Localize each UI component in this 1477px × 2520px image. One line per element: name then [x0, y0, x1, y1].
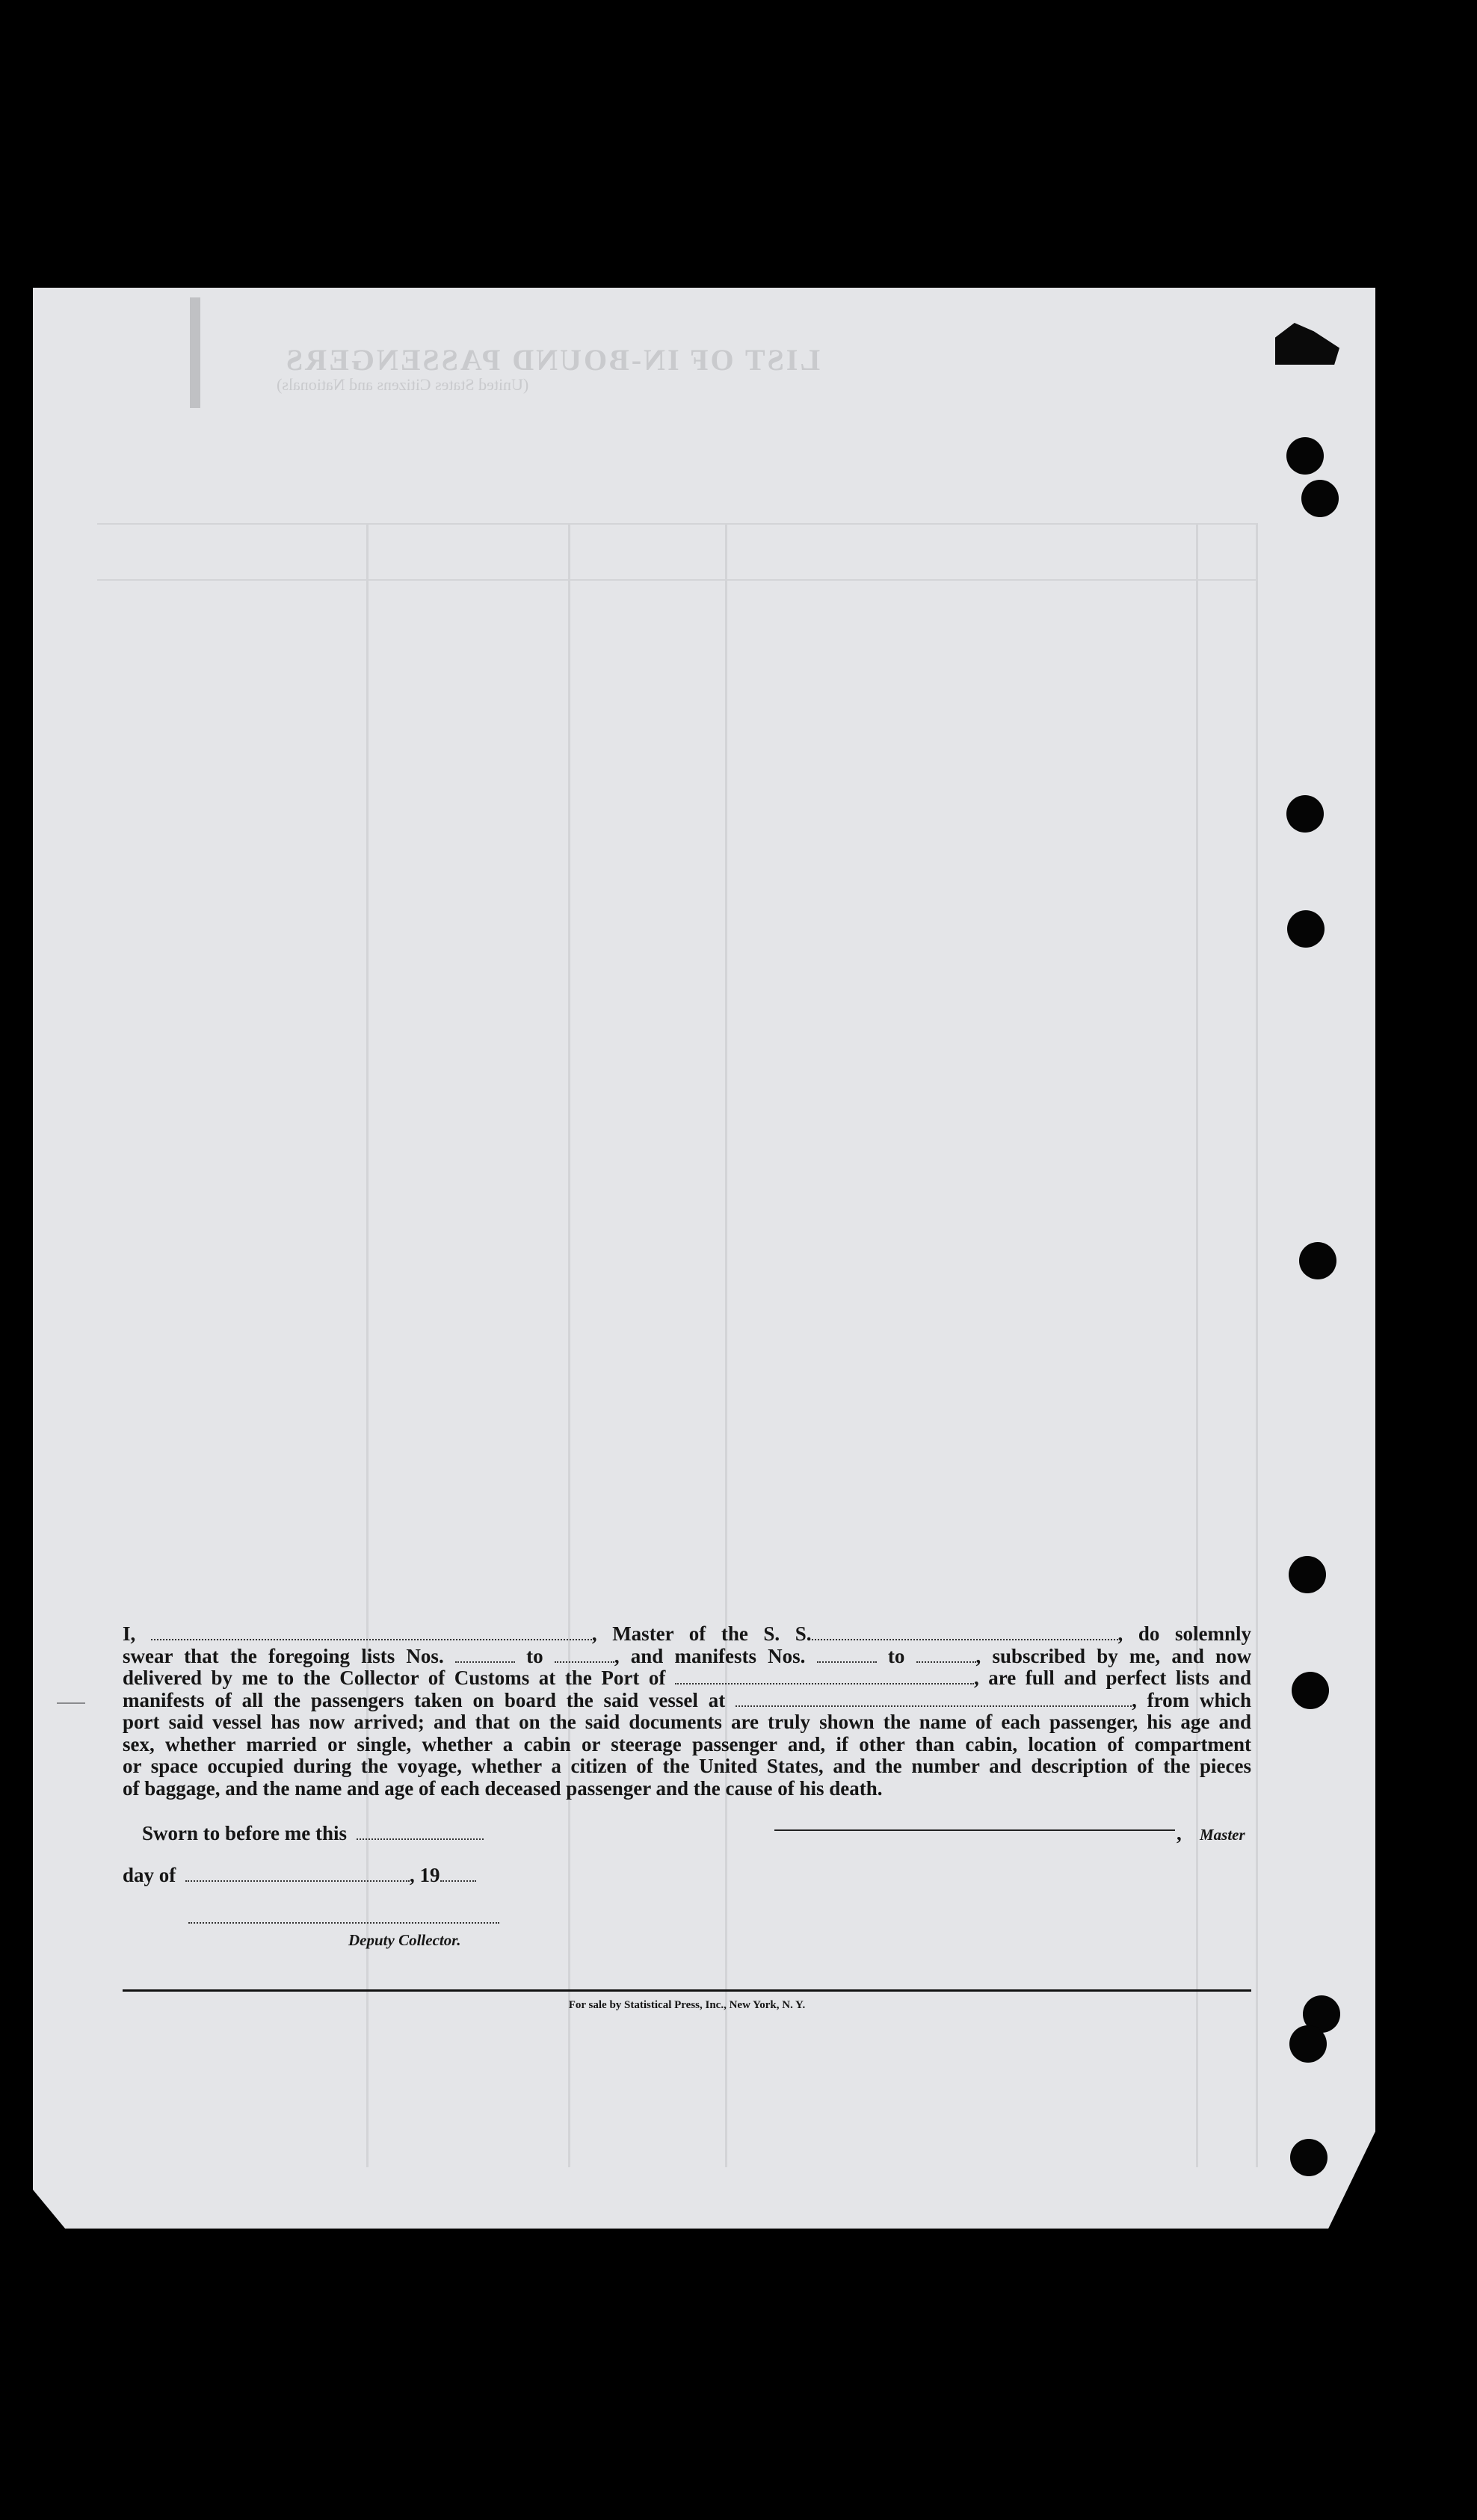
- ship-name-field[interactable]: [812, 1624, 1118, 1640]
- footer-rule: [123, 1989, 1251, 1992]
- manifest-to-field[interactable]: [916, 1646, 976, 1663]
- binder-hole: [1287, 910, 1325, 948]
- master-label: Master: [1200, 1826, 1245, 1844]
- oath-line-2: swear that the foregoing lists Nos. to , and manifests Nos. to , subscribed by me, and now: [123, 1644, 1252, 1667]
- binder-hole: [1292, 1672, 1329, 1709]
- oath-line-3: delivered by me to the Collector of Customs at the Port of , are full and perfect lists and: [123, 1667, 1252, 1689]
- binder-hole: [1290, 2139, 1328, 2176]
- oath-line-6: sex, whether married or single, whether a cabin or steerage passenger and, if other than cabin, location of compartment: [123, 1732, 1251, 1755]
- bleed-through-column-rule: [366, 523, 369, 2167]
- bleed-through-subheading: (United States Citizens and Nationals): [277, 375, 529, 394]
- binder-hole: [1299, 1242, 1336, 1279]
- list-to-field[interactable]: [555, 1646, 614, 1663]
- oath-line-7: or space occupied during the voyage, whether a citizen of the United States, and the number and description of the pieces: [123, 1755, 1251, 1777]
- bleed-through-header-rule: [97, 579, 1256, 581]
- oath-line-5: port said vessel has now arrived; and that on the said documents are truly shown the name of each passenger, his age and: [123, 1711, 1251, 1733]
- oath-paragraph: [123, 1623, 1251, 1800]
- deputy-signature-line[interactable]: [188, 1922, 499, 1924]
- bleed-through-heading: LIST OF IN-BOUND PASSENGERS: [284, 343, 821, 377]
- binder-hole: [1301, 480, 1339, 517]
- day-of-row: day of , 19: [123, 1864, 476, 1887]
- binder-hole: [1286, 437, 1324, 475]
- day-of-field[interactable]: [185, 1865, 410, 1882]
- oath-line-1: I, , Master of the S. S. , do solemnly: [123, 1622, 1251, 1645]
- bleed-through-column-rule: [725, 523, 727, 2167]
- list-from-field[interactable]: [455, 1646, 515, 1663]
- year-field[interactable]: [440, 1865, 476, 1882]
- binder-hole: [1289, 2025, 1327, 2063]
- oath-line-8: of baggage, and the name and age of each deceased passenger and the cause of his death.: [123, 1776, 883, 1800]
- master-comma: ,: [1177, 1822, 1182, 1844]
- printer-imprint: For sale by Statistical Press, Inc., New York, N. Y.: [568, 1999, 806, 2011]
- bleed-through-binding-mark: [190, 297, 200, 408]
- manifest-from-field[interactable]: [817, 1646, 877, 1663]
- boarding-port-field[interactable]: [736, 1690, 1132, 1707]
- sworn-label: Sworn to before me this: [142, 1822, 484, 1845]
- oath-line-4: manifests of all the passengers taken on board the said vessel at , from which: [123, 1688, 1251, 1711]
- master-name-field[interactable]: [151, 1624, 592, 1640]
- binder-hole: [1286, 795, 1324, 833]
- bleed-through-header-rule: [97, 523, 1256, 525]
- binder-hole: [1289, 1556, 1326, 1593]
- port-of-field[interactable]: [675, 1668, 974, 1684]
- deputy-collector-label: Deputy Collector.: [348, 1931, 461, 1949]
- margin-tick-mark: [57, 1702, 85, 1704]
- bleed-through-column-rule: [1196, 523, 1198, 2167]
- master-signature-line[interactable]: [774, 1829, 1175, 1831]
- bleed-through-column-rule: [568, 523, 570, 2167]
- bleed-through-column-rule: [1256, 523, 1258, 2167]
- sworn-date-field[interactable]: [357, 1823, 484, 1840]
